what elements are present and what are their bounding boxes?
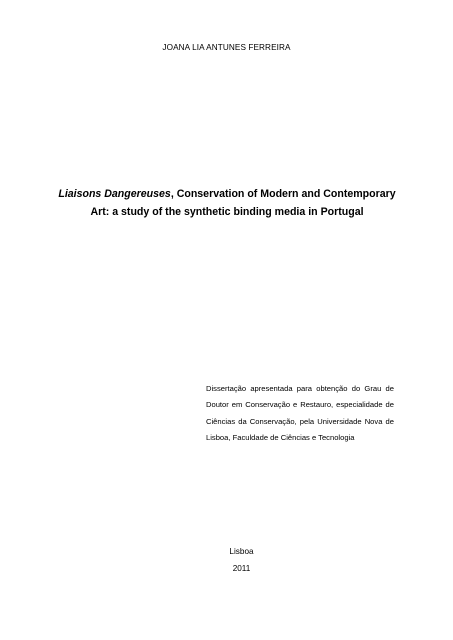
title-italic-part: Liaisons Dangereuses xyxy=(58,188,171,200)
year: 2011 xyxy=(232,564,251,573)
title-line1-rest: , Conservation of Modern and Contemporary xyxy=(170,188,396,200)
author-name: JOANA LIA ANTUNES FERREIRA xyxy=(162,43,291,52)
place: Lisboa xyxy=(229,547,254,556)
title-line2: Art: a study of the synthetic binding media in Portugal xyxy=(90,206,364,218)
thesis-title xyxy=(40,185,414,221)
dissertation-note: Dissertação apresentada para obtenção do Grau de Doutor em Conservação e Restauro, especialidade de Ciências da Conservação, pela Universidade Nova de Lisboa, Faculdade de Ciências e Tecnologia xyxy=(206,384,394,443)
place-and-year xyxy=(0,543,453,577)
